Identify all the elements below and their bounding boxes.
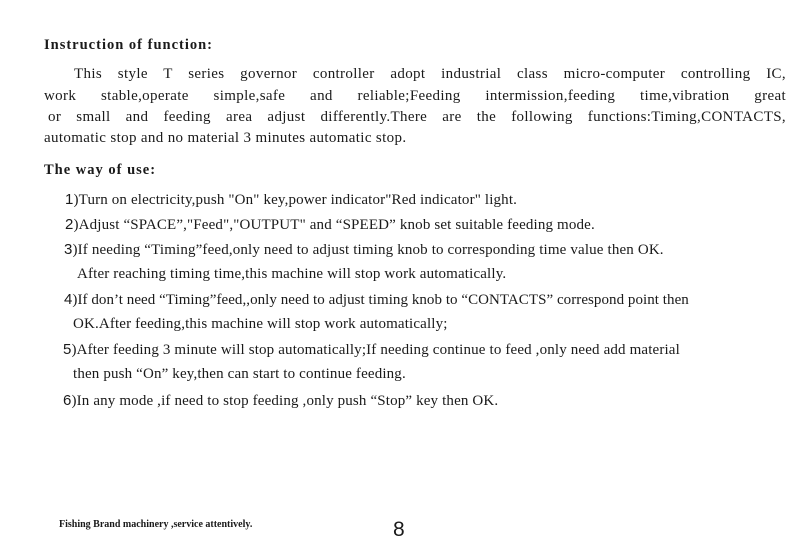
- step-3: 3)If needing “Timing”feed,only need to adjust timing knob to corresponding time value then OK.: [64, 241, 664, 258]
- step-4-text: If don’t need “Timing”feed,,only need to adjust timing knob to “CONTACTS” correspond point then: [77, 292, 689, 308]
- footer-brand-slogan: Fishing Brand machinery ,service attentively.: [59, 519, 253, 530]
- function-paragraph-line-2: work stable,operate simple,safe and reliable;Feeding intermission,feeding time,vibration great: [44, 88, 786, 104]
- step-5-continuation: then push “On” key,then can start to continue feeding.: [73, 366, 406, 382]
- function-paragraph-line-4: automatic stop and no material 3 minutes automatic stop.: [44, 130, 407, 146]
- page-number: 8: [393, 518, 405, 541]
- step-5-number: 5: [63, 341, 72, 358]
- function-paragraph-line-1: This style T series governor controller adopt industrial class micro-computer controlling IC,: [74, 66, 786, 82]
- step-1-number: 1: [65, 191, 74, 208]
- step-6: 6)In any mode ,if need to stop feeding ,only push “Stop” key then OK.: [63, 392, 499, 409]
- step-3-text: If needing “Timing”feed,only need to adjust timing knob to corresponding time value then OK.: [77, 242, 664, 258]
- step-1-text: Turn on electricity,push "On" key,power indicator"Red indicator" light.: [78, 192, 518, 208]
- step-4-number: 4: [64, 291, 73, 308]
- step-2-number: 2: [65, 216, 74, 233]
- step-6-text: In any mode ,if need to stop feeding ,only push “Stop” key then OK.: [76, 393, 499, 409]
- function-paragraph-line-3: or small and feeding area adjust differently.There are the following functions:Timing,CONTACTS,: [48, 109, 786, 125]
- step-4-continuation: OK.After feeding,this machine will stop work automatically;: [73, 316, 448, 332]
- step-1: 1)Turn on electricity,push "On" key,power indicator"Red indicator" light.: [65, 191, 518, 208]
- step-3-continuation: After reaching timing time,this machine will stop work automatically.: [77, 266, 507, 282]
- step-4: 4)If don’t need “Timing”feed,,only need to adjust timing knob to “CONTACTS” correspond point then: [64, 291, 689, 308]
- step-5: 5)After feeding 3 minute will stop automatically;If needing continue to feed ,only need add material: [63, 341, 680, 358]
- function-heading: Instruction of function:: [44, 37, 214, 53]
- step-2-text: Adjust “SPACE”,"Feed","OUTPUT" and “SPEED” knob set suitable feeding mode.: [78, 217, 595, 233]
- step-6-number: 6: [63, 392, 72, 409]
- step-5-text: After feeding 3 minute will stop automatically;If needing continue to feed ,only need add material: [76, 342, 680, 358]
- step-3-number: 3: [64, 241, 73, 258]
- usage-heading: The way of use:: [44, 162, 157, 178]
- step-2: 2)Adjust “SPACE”,"Feed","OUTPUT" and “SPEED” knob set suitable feeding mode.: [65, 216, 595, 233]
